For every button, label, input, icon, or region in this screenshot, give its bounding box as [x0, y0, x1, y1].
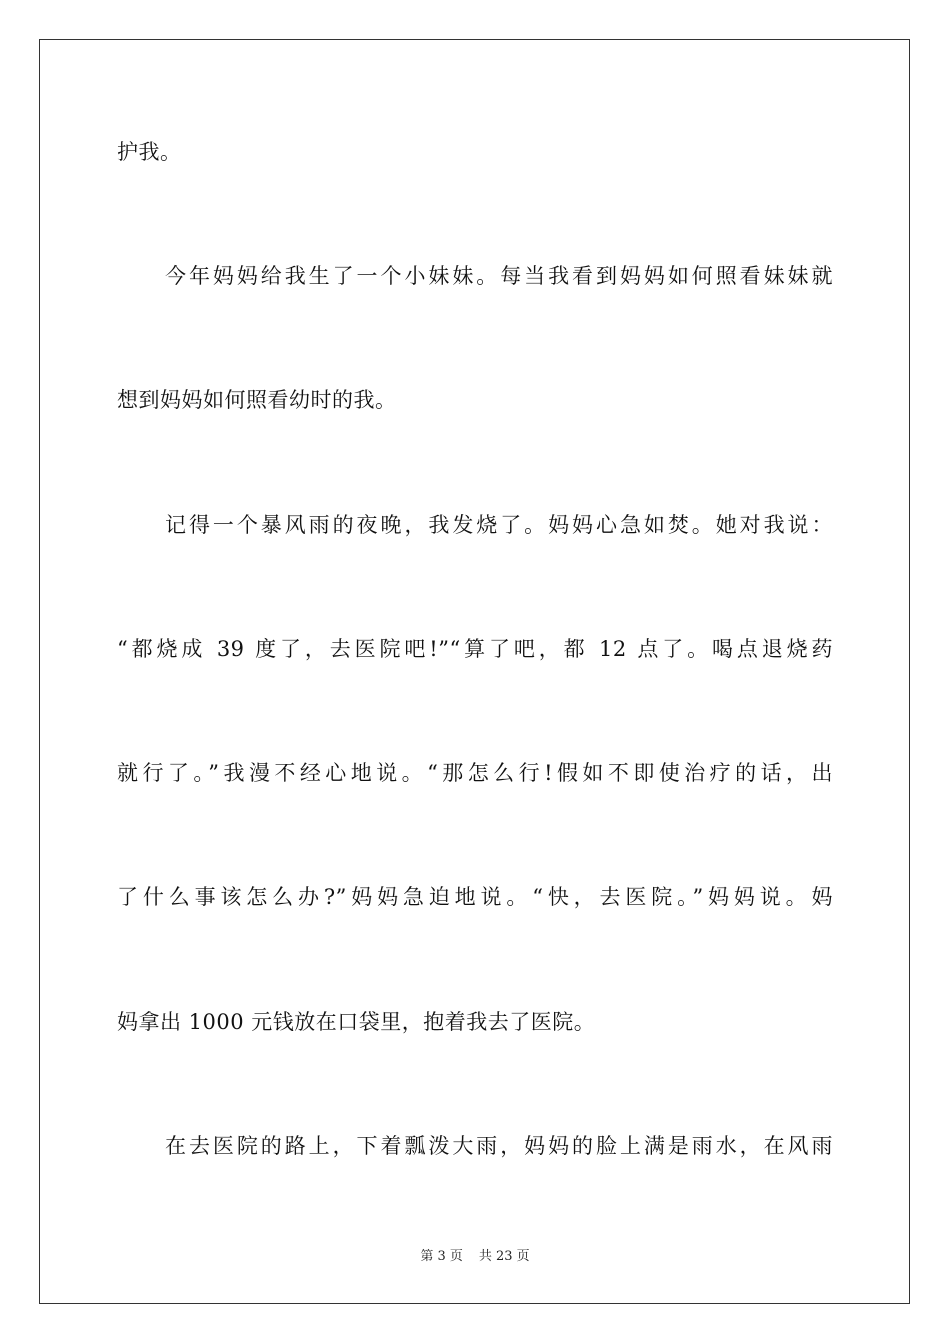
text-line: 妈拿出 1000 元钱放在口袋里，抱着我去了医院。 [117, 1010, 596, 1034]
paragraph-first-line: 今年妈妈给我生了一个小妹妹。每当我看到妈妈如何照看妹妹就 [165, 264, 833, 288]
text-line: 就行了。”我漫不经心地说。“那怎么行!假如不即使治疗的话，出 [117, 761, 833, 785]
text-line: 了什么事该怎么办?”妈妈急迫地说。“快，去医院。”妈妈说。妈 [117, 885, 833, 909]
text-line: 护我。 [117, 140, 182, 164]
paragraph-first-line: 记得一个暴风雨的夜晚，我发烧了。妈妈心急如焚。她对我说： [165, 513, 833, 537]
total-pages: 共 23 页 [478, 1249, 530, 1264]
paragraph-first-line: 在去医院的路上，下着瓢泼大雨，妈妈的脸上满是雨水，在风雨 [165, 1134, 833, 1158]
text-line: 想到妈妈如何照看幼时的我。 [117, 388, 397, 412]
page-footer [0, 1248, 950, 1266]
page-number: 第 3 页 [420, 1249, 463, 1264]
page-frame [39, 39, 910, 1304]
text-line: “都烧成 39 度了，去医院吧!”“算了吧，都 12 点了。喝点退烧药 [117, 637, 833, 661]
